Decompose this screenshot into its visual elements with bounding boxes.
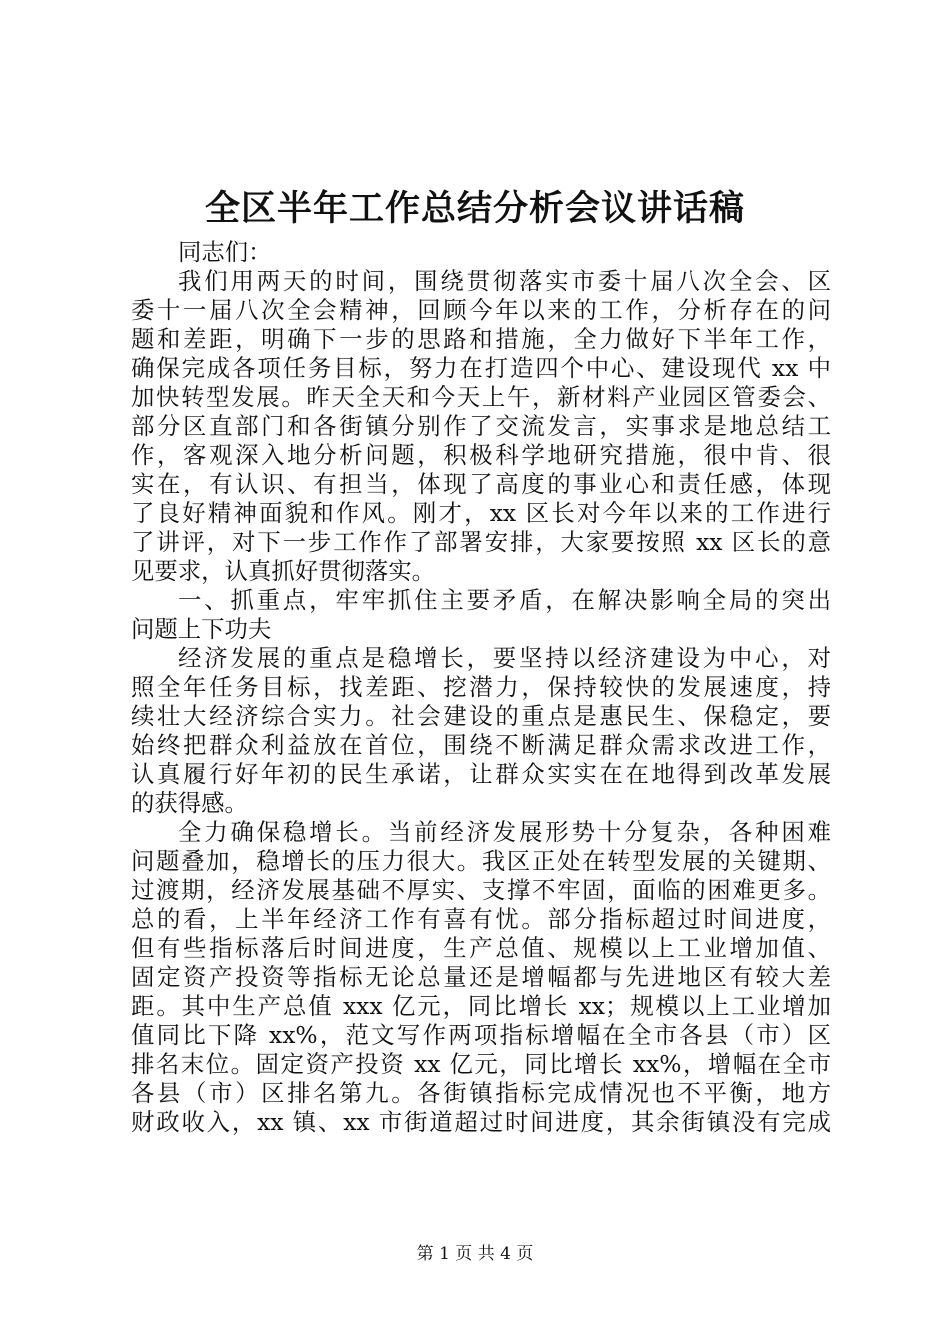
body-line: 了讲评，对下一步工作作了部署安排，大家要按照 xx 区长的意 [131,528,831,556]
body-line: 部分区直部门和各街镇分别作了交流发言，实事求是地总结工 [131,412,831,440]
body-line: 的获得感。 [131,789,248,817]
body-line: 同志们： [178,238,272,266]
body-line: 始终把群众利益放在首位，围绕不断满足群众需求改进工作， [131,731,831,759]
body-line: 经济发展的重点是稳增长，要坚持以经济建设为中心，对 [178,644,831,672]
document-title: 全区半年工作总结分析会议讲话稿 [204,188,745,229]
page-number-footer: 第 1 页 共 4 页 [416,1244,534,1264]
body-line: 题和差距，明确下一步的思路和措施，全力做好下半年工作， [131,325,831,353]
body-line: 问题上下功夫 [131,615,272,643]
body-line: 作，客观深入地分析问题，积极科学地研究措施，很中肯、很 [131,441,831,469]
body-line: 我们用两天的时间，围绕贯彻落实市委十届八次全会、区 [178,267,831,295]
body-line: 值同比下降 xx%，范文写作两项指标增幅在全市各县（市）区 [131,1021,831,1049]
body-line: 总的看，上半年经济工作有喜有忧。部分指标超过时间进度， [131,905,831,933]
body-line: 全力确保稳增长。当前经济发展形势十分复杂，各种困难 [178,818,831,846]
body-line: 财政收入，xx 镇、xx 市街道超过时间进度，其余街镇没有完成 [131,1108,831,1136]
body-line: 确保完成各项任务目标，努力在打造四个中心、建设现代 xx 中 [131,354,831,382]
body-line: 见要求，认真抓好贯彻落实。 [131,557,436,585]
body-line: 各县（市）区排名第九。各街镇指标完成情况也不平衡，地方 [131,1079,831,1107]
body-line: 续壮大经济综合实力。社会建设的重点是惠民生、保稳定，要 [131,702,831,730]
body-line: 了良好精神面貌和作风。刚才，xx 区长对今年以来的工作进行 [131,499,831,527]
body-line: 过渡期，经济发展基础不厚实、支撑不牢固，面临的困难更多。 [131,876,831,904]
body-line: 实在，有认识、有担当，体现了高度的事业心和责任感，体现 [131,470,831,498]
body-line: 一、抓重点，牢牢抓住主要矛盾，在解决影响全局的突出 [178,586,831,614]
body-line: 加快转型发展。昨天全天和今天上午，新材料产业园区管委会、 [131,383,831,411]
body-line: 委十一届八次全会精神，回顾今年以来的工作，分析存在的问 [131,296,831,324]
body-line: 认真履行好年初的民生承诺，让群众实实在在地得到改革发展 [131,760,831,788]
body-line: 距。其中生产总值 xxx 亿元，同比增长 xx；规模以上工业增加 [131,992,831,1020]
body-line: 排名末位。固定资产投资 xx 亿元，同比增长 xx%，增幅在全市 [131,1050,831,1078]
body-line: 但有些指标落后时间进度，生产总值、规模以上工业增加值、 [131,934,831,962]
body-line: 固定资产投资等指标无论总量还是增幅都与先进地区有较大差 [131,963,831,991]
body-line: 问题叠加，稳增长的压力很大。我区正处在转型发展的关键期、 [131,847,831,875]
document-body [131,238,831,1137]
body-line: 照全年任务目标，找差距、挖潜力，保持较快的发展速度，持 [131,673,831,701]
